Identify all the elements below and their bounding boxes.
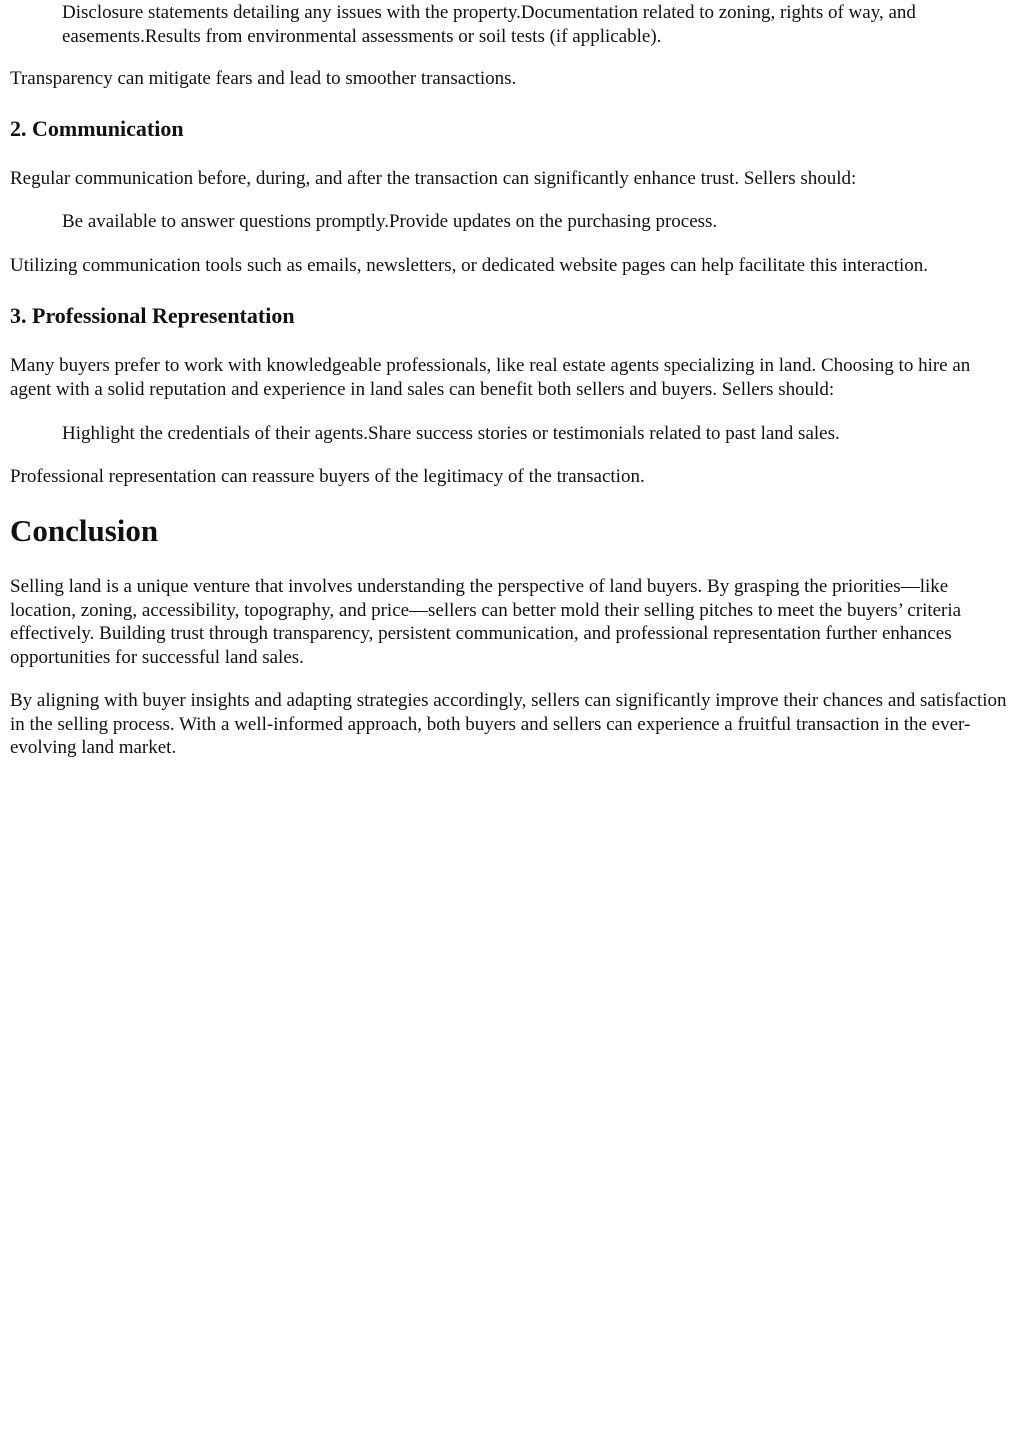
professional-representation-intro: Many buyers prefer to work with knowledgeable professionals, like real estate agents specializing in land. Choosing to hire an agent with a solid reputation and experience in land sales can benefit both sellers and buyers. Sellers should: [10, 355, 971, 400]
communication-heading: 2. Communication [10, 116, 184, 141]
professional-representation-list-items: Highlight the credentials of their agents.Share success stories or testimonials related to past land sales. [62, 423, 840, 444]
communication-summary: Utilizing communication tools such as emails, newsletters, or dedicated website pages can help facilitate this interaction. [10, 255, 929, 276]
transparency-summary: Transparency can mitigate fears and lead to smoother transactions. [10, 68, 517, 89]
communication-intro: Regular communication before, during, and after the transaction can significantly enhance trust. Sellers should: [10, 168, 857, 189]
professional-representation-summary: Professional representation can reassure buyers of the legitimacy of the transaction. [10, 466, 645, 487]
conclusion-heading: Conclusion [10, 513, 159, 548]
professional-representation-heading: 3. Professional Representation [10, 303, 295, 328]
communication-list-items: Be available to answer questions promptly.Provide updates on the purchasing process. [62, 211, 718, 232]
conclusion-paragraph-2: By aligning with buyer insights and adapting strategies accordingly, sellers can significantly improve their chances and satisfaction in the selling process. With a well-informed approach, both buyers and sellers can experience a fruitful transaction in the ever-evolving land market. [10, 690, 1007, 758]
conclusion-paragraph-1: Selling land is a unique venture that involves understanding the perspective of land buyers. By grasping the priorities—like location, zoning, accessibility, topography, and price—sellers can better mold their selling pitches to meet the buyers’ criteria effectively. Building trust through transparency, persistent communication, and professional representation further enhances opportunities for successful land sales. [10, 576, 962, 668]
transparency-list-items: Disclosure statements detailing any issues with the property.Documentation related to zoning, rights of way, and easements.Results from environmental assessments or soil tests (if applicable). [62, 2, 916, 47]
